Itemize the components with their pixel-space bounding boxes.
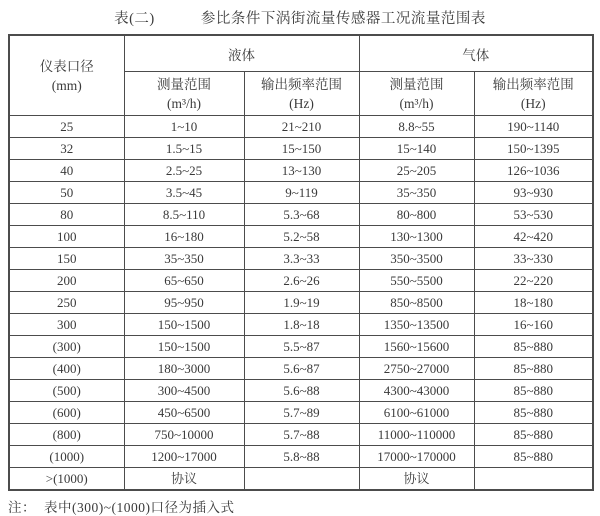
value-cell: 300~4500 (124, 380, 244, 402)
value-cell: 17000~170000 (359, 446, 474, 468)
table-row (9, 204, 593, 226)
value-cell: 130~1300 (359, 226, 474, 248)
diameter-cell: 80 (9, 204, 124, 226)
value-cell: 180~3000 (124, 358, 244, 380)
subheader-liquid-frequency: 输出频率范围 (Hz) (244, 72, 359, 116)
value-cell: 2.5~25 (124, 160, 244, 182)
table-row (9, 424, 593, 446)
value-cell: 2750~27000 (359, 358, 474, 380)
value-cell: 450~6500 (124, 402, 244, 424)
value-cell: 5.6~87 (244, 358, 359, 380)
diameter-cell: 25 (9, 116, 124, 138)
value-cell: 5.5~87 (244, 336, 359, 358)
value-cell (474, 468, 593, 491)
value-cell: 85~880 (474, 358, 593, 380)
value-cell: 18~180 (474, 292, 593, 314)
flow-range-table (8, 34, 594, 491)
value-cell: 1.5~15 (124, 138, 244, 160)
corner-header-cell (9, 35, 124, 116)
value-cell: 5.7~88 (244, 424, 359, 446)
value-cell: 80~800 (359, 204, 474, 226)
value-cell: 5.8~88 (244, 446, 359, 468)
diameter-cell: (400) (9, 358, 124, 380)
diameter-cell: 250 (9, 292, 124, 314)
value-cell: 190~1140 (474, 116, 593, 138)
value-cell (244, 468, 359, 491)
value-cell: 85~880 (474, 402, 593, 424)
value-cell: 85~880 (474, 446, 593, 468)
table-row (9, 314, 593, 336)
value-cell: 150~1395 (474, 138, 593, 160)
value-cell: 850~8500 (359, 292, 474, 314)
value-cell: 1350~13500 (359, 314, 474, 336)
value-cell: 9~119 (244, 182, 359, 204)
diameter-cell: (800) (9, 424, 124, 446)
diameter-cell: 300 (9, 314, 124, 336)
table-row (9, 138, 593, 160)
value-cell: 4300~43000 (359, 380, 474, 402)
table-row (9, 182, 593, 204)
value-cell: 65~650 (124, 270, 244, 292)
value-cell: 25~205 (359, 160, 474, 182)
value-cell: 协议 (124, 468, 244, 491)
table-row (9, 380, 593, 402)
value-cell: 1560~15600 (359, 336, 474, 358)
value-cell: 22~220 (474, 270, 593, 292)
diameter-cell: 100 (9, 226, 124, 248)
table-row (9, 226, 593, 248)
diameter-cell: 40 (9, 160, 124, 182)
value-cell: 150~1500 (124, 336, 244, 358)
diameter-cell: (600) (9, 402, 124, 424)
value-cell: 8.8~55 (359, 116, 474, 138)
value-cell: 150~1500 (124, 314, 244, 336)
value-cell: 3.3~33 (244, 248, 359, 270)
value-cell: 33~330 (474, 248, 593, 270)
table-row (9, 248, 593, 270)
value-cell: 8.5~110 (124, 204, 244, 226)
diameter-cell: (1000) (9, 446, 124, 468)
diameter-cell: (500) (9, 380, 124, 402)
value-cell: 35~350 (359, 182, 474, 204)
subheader-gas-range: 测量范围 (m³/h) (359, 72, 474, 116)
value-cell: 6100~61000 (359, 402, 474, 424)
group-header-gas: 气体 (359, 35, 593, 72)
footnote-text: 表中(300)~(1000)口径为插入式 (44, 500, 235, 515)
value-cell: 85~880 (474, 336, 593, 358)
value-cell: 协议 (359, 468, 474, 491)
value-cell: 1.9~19 (244, 292, 359, 314)
value-cell: 95~950 (124, 292, 244, 314)
diameter-cell: (300) (9, 336, 124, 358)
value-cell: 350~3500 (359, 248, 474, 270)
footnote (8, 496, 600, 516)
value-cell: 1~10 (124, 116, 244, 138)
table-row (9, 270, 593, 292)
value-cell: 11000~110000 (359, 424, 474, 446)
value-cell: 126~1036 (474, 160, 593, 182)
value-cell: 750~10000 (124, 424, 244, 446)
table-row (9, 116, 593, 138)
footnote-label: 注： (8, 500, 36, 515)
corner-header-line1: 仪表口径 (39, 58, 94, 74)
table-row (9, 468, 593, 491)
value-cell: 42~420 (474, 226, 593, 248)
value-cell: 85~880 (474, 424, 593, 446)
table-body (9, 116, 593, 491)
diameter-cell: 50 (9, 182, 124, 204)
table-row (9, 336, 593, 358)
value-cell: 35~350 (124, 248, 244, 270)
value-cell: 5.6~88 (244, 380, 359, 402)
table-row (9, 292, 593, 314)
diameter-cell: >(1000) (9, 468, 124, 491)
diameter-cell: 150 (9, 248, 124, 270)
value-cell: 53~530 (474, 204, 593, 226)
table-row (9, 402, 593, 424)
diameter-cell: 32 (9, 138, 124, 160)
value-cell: 2.6~26 (244, 270, 359, 292)
value-cell: 21~210 (244, 116, 359, 138)
diameter-cell: 200 (9, 270, 124, 292)
value-cell: 16~160 (474, 314, 593, 336)
value-cell: 15~150 (244, 138, 359, 160)
table-row (9, 358, 593, 380)
caption-title: 参比条件下涡街流量传感器工况流量范围表 (200, 11, 486, 27)
table-row (9, 446, 593, 468)
table-caption (0, 0, 600, 28)
value-cell: 1200~17000 (124, 446, 244, 468)
value-cell: 5.2~58 (244, 226, 359, 248)
group-header-liquid: 液体 (124, 35, 359, 72)
corner-header-line2: (mm) (51, 77, 82, 93)
header-group-row (9, 35, 593, 72)
value-cell: 3.5~45 (124, 182, 244, 204)
subheader-gas-frequency: 输出频率范围 (Hz) (474, 72, 593, 116)
value-cell: 550~5500 (359, 270, 474, 292)
value-cell: 16~180 (124, 226, 244, 248)
table-row (9, 160, 593, 182)
caption-number: 表(二) (114, 11, 155, 27)
value-cell: 5.3~68 (244, 204, 359, 226)
value-cell: 13~130 (244, 160, 359, 182)
value-cell: 1.8~18 (244, 314, 359, 336)
subheader-liquid-range: 测量范围 (m³/h) (124, 72, 244, 116)
value-cell: 15~140 (359, 138, 474, 160)
value-cell: 85~880 (474, 380, 593, 402)
value-cell: 93~930 (474, 182, 593, 204)
value-cell: 5.7~89 (244, 402, 359, 424)
